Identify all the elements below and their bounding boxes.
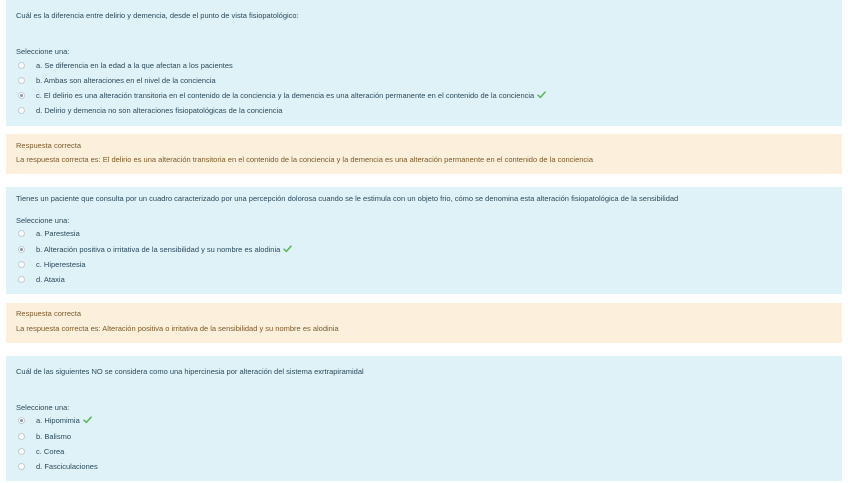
feedback-card-1: [6, 134, 842, 174]
answer-label: c. Corea: [36, 446, 65, 456]
question-text: Cuál de las siguientes NO se considera como una hipercinesia por alteración del sistema exrtrapiramidal: [16, 367, 364, 376]
answer-label: a. Hipomimia: [36, 415, 80, 425]
answer-option-c[interactable]: [16, 90, 546, 100]
radio-icon[interactable]: [18, 433, 25, 440]
answer-option-a[interactable]: [16, 228, 80, 238]
answer-option-d[interactable]: [16, 274, 65, 284]
answer-label: c. El delirio es una alteración transitoria en el contenido de la conciencia y la demencia es una alteración permanente en el contenido de la conciencia: [36, 90, 535, 100]
radio-icon[interactable]: [18, 417, 25, 424]
answer-label: d. Delirio y demencia no son alteraciones fisiopatológicas de la conciencia: [36, 105, 283, 115]
answer-label: a. Parestesia: [36, 228, 80, 238]
question-card-1: [6, 0, 842, 126]
answer-option-c[interactable]: [16, 446, 64, 456]
radio-icon[interactable]: [18, 261, 25, 268]
answer-option-d[interactable]: [16, 105, 282, 115]
feedback-title: Respuesta correcta: [16, 141, 82, 150]
radio-icon[interactable]: [18, 463, 25, 470]
question-text: Tienes un paciente que consulta por un cuadro caracterizado por una percepción dolorosa cuando se le estimula con un objeto frio, cómo se denomina esta alteración fisiopatológica de la sensibilidad: [16, 194, 679, 203]
question-card-2: [6, 187, 842, 294]
answer-label: d. Fasciculaciones: [36, 461, 98, 471]
radio-icon[interactable]: [18, 246, 25, 253]
answer-label: b. Ambas son alteraciones en el nivel de la conciencia: [36, 75, 216, 85]
feedback-text: La respuesta correcta es: El delirio es una alteración transitoria en el contenido de la conciencia y la demencia es una alteración permanente en el contenido de la conciencia: [16, 155, 594, 164]
radio-icon[interactable]: [18, 77, 25, 84]
question-text: Cuál es la diferencia entre delirio y demencia, desde el punto de vista fisiopatológico:: [16, 11, 299, 20]
answer-label: b. Balismo: [36, 431, 72, 441]
check-icon: [83, 416, 92, 424]
question-card-3: [6, 356, 842, 481]
answer-option-a[interactable]: [16, 415, 92, 425]
feedback-text: La respuesta correcta es: Alteración positiva o irritativa de la sensibilidad y su nombre es alodinia: [16, 324, 339, 333]
feedback-card-2: [6, 303, 842, 343]
answer-label: a. Se diferencia en la edad a la que afectan a los pacientes: [36, 60, 233, 70]
answer-option-b[interactable]: [16, 244, 292, 254]
radio-icon[interactable]: [18, 448, 25, 455]
select-prompt: Seleccione una:: [16, 403, 70, 412]
radio-icon[interactable]: [18, 62, 25, 69]
radio-icon[interactable]: [18, 276, 25, 283]
select-prompt: Seleccione una:: [16, 216, 70, 225]
answer-label: c. Hiperestesia: [36, 259, 86, 269]
answer-option-d[interactable]: [16, 461, 98, 471]
select-prompt: Seleccione una:: [16, 47, 70, 56]
feedback-title: Respuesta correcta: [16, 309, 82, 318]
radio-icon[interactable]: [18, 92, 25, 99]
answer-option-c[interactable]: [16, 259, 86, 269]
check-icon: [283, 245, 292, 253]
answer-label: d. Ataxia: [36, 274, 65, 284]
answer-option-a[interactable]: [16, 60, 233, 70]
radio-icon[interactable]: [18, 107, 25, 114]
check-icon: [537, 91, 546, 99]
radio-icon[interactable]: [18, 230, 25, 237]
answer-option-b[interactable]: [16, 75, 216, 85]
answer-option-b[interactable]: [16, 431, 71, 441]
answer-label: b. Alteración positiva o irritativa de la sensibilidad y su nombre es alodinia: [36, 244, 281, 254]
